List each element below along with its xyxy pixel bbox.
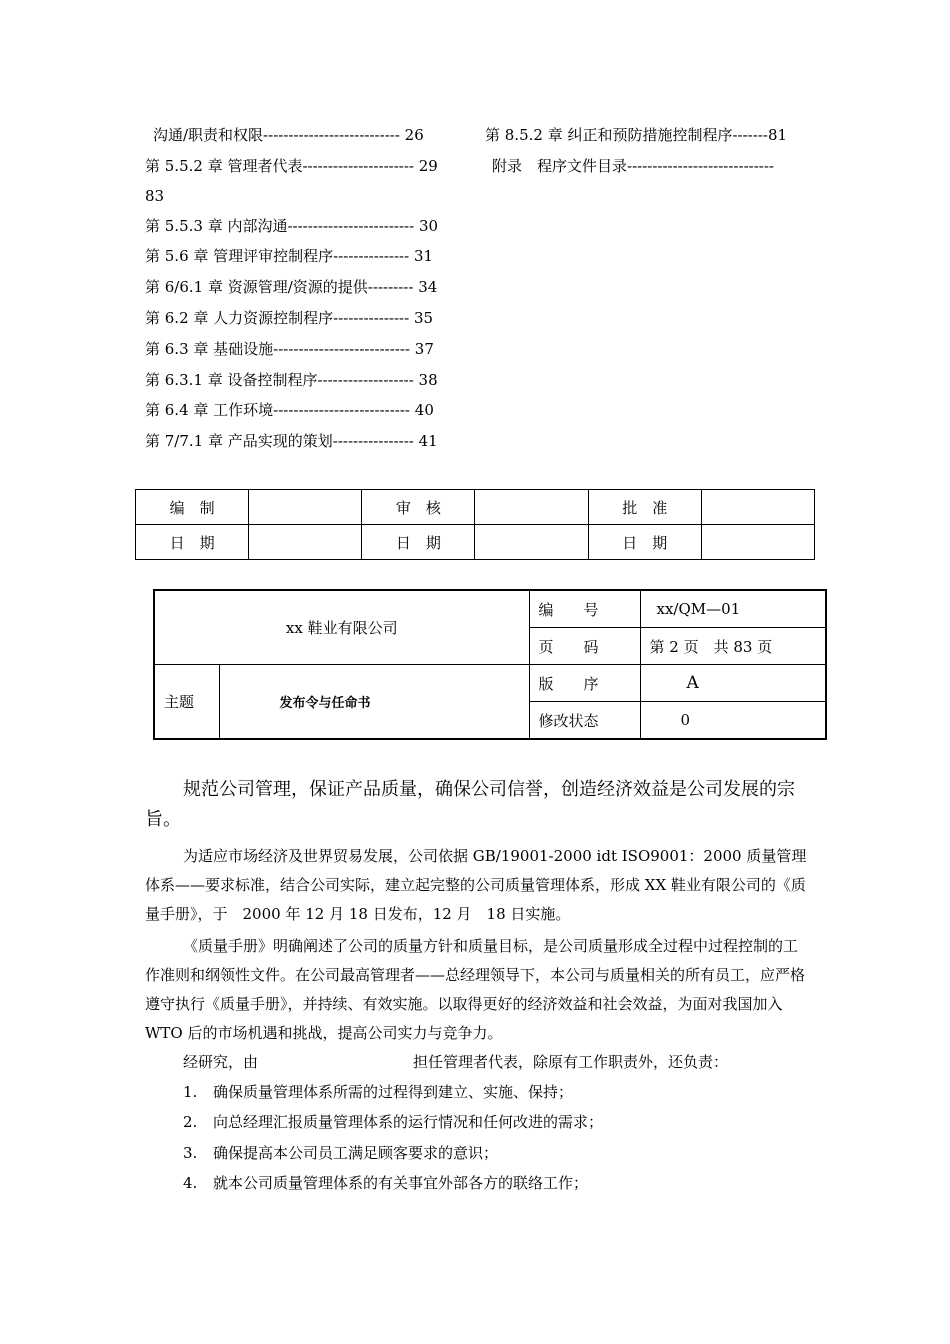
list-number: 3. xyxy=(183,1144,198,1162)
approved-by-label: 批 准 xyxy=(588,490,701,525)
toc-entry: 第 5.6 章 管理评审控制程序--------------- 31 xyxy=(145,247,434,265)
date-label: 日 期 xyxy=(588,525,701,560)
toc-entry: 第 7/7.1 章 产品实现的策划---------------- 41 xyxy=(145,432,438,450)
date-field xyxy=(701,525,814,560)
subject-value: 发布令与任命书 xyxy=(219,665,529,740)
compiled-by-label: 编 制 xyxy=(136,490,249,525)
version-value: A xyxy=(640,665,826,702)
toc-entry: 第 5.5.3 章 内部沟通------------------------- 30 xyxy=(145,217,439,235)
toc-entry: 附录 程序文件目录----------------------------- xyxy=(492,157,774,175)
list-item xyxy=(183,1112,603,1132)
list-item xyxy=(183,1082,573,1102)
table-row xyxy=(136,490,815,525)
appointment-sentence-end: 担任管理者代表，除原有工作职责外，还负责： xyxy=(413,1053,729,1071)
toc-entry: 第 5.5.2 章 管理者代表---------------------- 29 xyxy=(145,157,438,175)
list-item xyxy=(183,1143,498,1163)
date-label: 日 期 xyxy=(136,525,249,560)
version-label: 版 序 xyxy=(529,665,640,702)
toc-entry: 第 6.3.1 章 设备控制程序------------------- 38 xyxy=(145,371,438,389)
subject-label: 主题 xyxy=(154,665,219,740)
reviewed-by-field xyxy=(475,490,588,525)
list-number: 1. xyxy=(183,1083,198,1101)
list-number: 2. xyxy=(183,1113,198,1131)
reviewed-by-label: 审 核 xyxy=(362,490,475,525)
revision-value: 0 xyxy=(640,702,826,740)
list-text: 就本公司质量管理体系的有关事宜外部各方的联络工作； xyxy=(213,1174,589,1192)
paragraph: 规范公司管理，保证产品质量，确保公司信誉，创造经济效益是公司发展的宗旨。 xyxy=(145,779,795,830)
signature-table xyxy=(135,489,815,560)
list-text: 向总经理汇报质量管理体系的运行情况和任何改进的需求； xyxy=(213,1113,604,1131)
paragraph: 《质量手册》明确阐述了公司的质量方针和质量目标，是公司质量形成全过程中过程控制的工作准则和纲领性文件。在公司最高管理者——总经理领导下，本公司与质量相关的所有员工，应严格遵守执行《质量手册》，并持续、有效实施。以取得更好的经济效益和社会效益，为面对我国加入 WTO 后的市场机遇和挑战，提高公司实力与竞争力。 xyxy=(145,937,806,1042)
doc-number-value: xx/QM—01 xyxy=(640,590,826,628)
toc-entry: 第 6/6.1 章 资源管理/资源的提供--------- 34 xyxy=(145,278,438,296)
list-item xyxy=(183,1173,588,1193)
revision-label: 修改状态 xyxy=(529,702,640,740)
paragraph: 为适应市场经济及世界贸易发展，公司依据 GB/19001-2000 idt ISO9001：2000 质量管理体系——要求标准，结合公司实际，建立起完整的公司质量管理体系，形成 XX 鞋业有限公司的《质量手册》，于 2000 年 12 月 18 日发布，12 月 18 日实施。 xyxy=(145,847,807,923)
list-number: 4. xyxy=(183,1174,198,1192)
toc-entry: 第 8.5.2 章 纠正和预防措施控制程序-------81 xyxy=(485,126,788,144)
toc-entry: 第 6.2 章 人力资源控制程序--------------- 35 xyxy=(145,309,434,327)
toc-entry: 第 6.3 章 基础设施--------------------------- 37 xyxy=(145,340,434,358)
toc-entry: 第 6.4 章 工作环境--------------------------- 40 xyxy=(145,401,434,419)
list-text: 确保提高本公司员工满足顾客要求的意识； xyxy=(213,1144,499,1162)
table-row xyxy=(154,665,826,702)
table-row xyxy=(136,525,815,560)
list-text: 确保质量管理体系所需的过程得到建立、实施、保持； xyxy=(213,1083,574,1101)
doc-number-label: 编 号 xyxy=(529,590,640,628)
appointment-sentence-start: 经研究，由 xyxy=(183,1053,259,1071)
document-header-table xyxy=(153,589,827,740)
company-name: xx 鞋业有限公司 xyxy=(154,590,529,665)
date-field xyxy=(475,525,588,560)
approved-by-field xyxy=(701,490,814,525)
compiled-by-field xyxy=(249,490,362,525)
toc-entry: 沟通/职责和权限--------------------------- 26 xyxy=(153,126,424,144)
page-label: 页 码 xyxy=(529,628,640,665)
toc-entry: 83 xyxy=(145,187,165,205)
page-value: 第 2 页 共 83 页 xyxy=(640,628,826,665)
date-label: 日 期 xyxy=(362,525,475,560)
table-row xyxy=(154,590,826,628)
date-field xyxy=(249,525,362,560)
